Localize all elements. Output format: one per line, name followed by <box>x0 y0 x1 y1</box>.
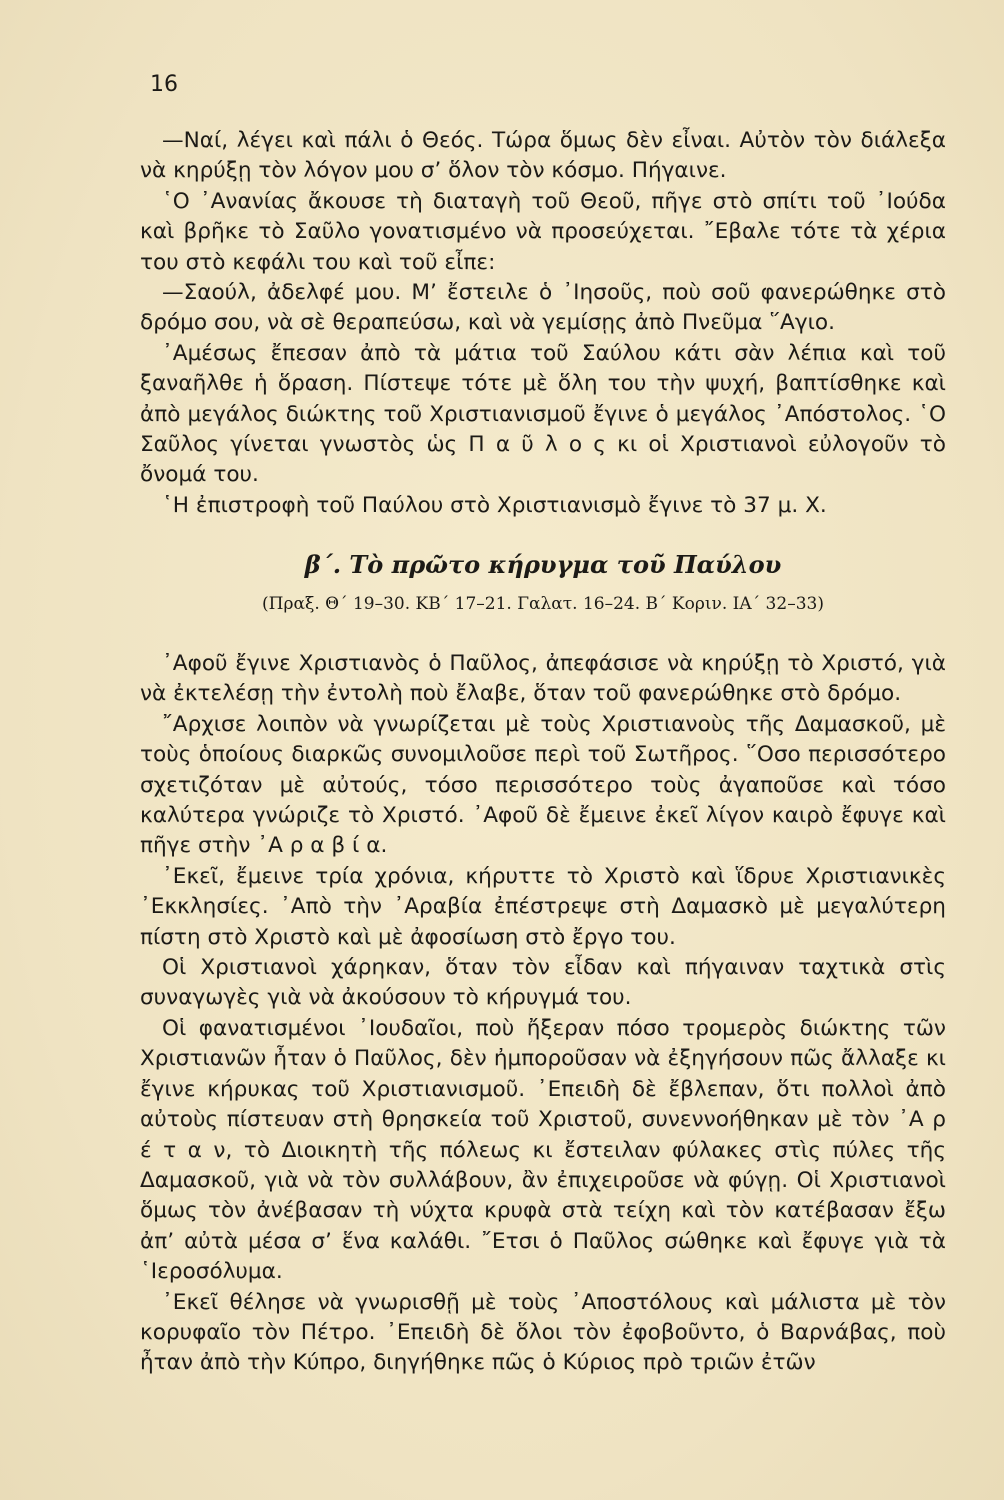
paragraph: ῾Η ἐπιστροφὴ τοῦ Παύλου στὸ Χριστιανισμὸ ἔγινε τὸ 37 μ. Χ. <box>162 492 827 518</box>
paragraph: Οἱ Χριστιανοὶ χάρηκαν, ὅταν τὸν εἶδαν καὶ πήγαιναν ταχτικὰ στὶς συναγωγὲς γιὰ νὰ ἀκούσουν τὸ κήρυγμά του. <box>140 955 946 1011</box>
section-heading: β΄. Τὸ πρῶτο κήρυγμα τοῦ Παύλου <box>304 550 782 579</box>
section-citation: (Πραξ. Θ΄ 19–30. ΚΒ΄ 17–21. Γαλατ. 16–24. Β΄ Κοριν. ΙΑ΄ 32–33) <box>262 594 824 614</box>
section-2-text <box>140 649 946 1379</box>
paragraph: —Ναί, λέγει καὶ πάλι ὁ Θεός. Τώρα ὅμως δὲν εἶναι. Αὐτὸν τὸν διάλεξα νὰ κηρύξῃ τὸν λόγον μου σ’ ὅλον τὸν κόσμο. Πήγαινε. <box>140 128 946 184</box>
paragraph: ᾿Αφοῦ ἔγινε Χριστιανὸς ὁ Παῦλος, ἀπεφάσισε νὰ κηρύξῃ τὸ Χριστό, γιὰ νὰ ἐκτελέσῃ τὴν ἐντολὴ ποὺ ἔλαβε, ὅταν τοῦ φανερώθηκε στὸ δρόμο. <box>140 651 946 707</box>
section-1-text <box>140 126 946 521</box>
paragraph: ῾Ο ᾿Ανανίας ἄκουσε τὴ διαταγὴ τοῦ Θεοῦ, πῆγε στὸ σπίτι τοῦ ᾿Ιούδα καὶ βρῆκε τὸ Σαῦλο γονατισμένο νὰ προσεύχεται. ῎Εβαλε τότε τὰ χέρια του στὸ κεφάλι του καὶ τοῦ εἶπε: <box>140 188 946 275</box>
paragraph: —Σαούλ, ἀδελφέ μου. Μ’ ἔστειλε ὁ ᾿Ιησοῦς, ποὺ σοῦ φανερώθηκε στὸ δρόμο σου, νὰ σὲ θεραπεύσω, καὶ νὰ γεμίσῃς ἀπὸ Πνεῦμα ῞Αγιο. <box>140 280 946 336</box>
paragraph: ᾿Εκεῖ θέλησε νὰ γνωρισθῇ μὲ τοὺς ᾿Αποστόλους καὶ μάλιστα μὲ τὸν κορυφαῖο τὸν Πέτρο. ᾿Επειδὴ δὲ ὅλοι τὸν ἐφοβοῦντο, ὁ Βαρνάβας, ποὺ ἦταν ἀπὸ τὴν Κύπρο, διηγήθηκε πῶς ὁ Κύριος πρὸ τριῶν ἐτῶν <box>140 1289 946 1376</box>
paragraph: ᾿Αμέσως ἔπεσαν ἀπὸ τὰ μάτια τοῦ Σαύλου κάτι σὰν λέπια καὶ τοῦ ξαναῆλθε ἡ ὅραση. Πίστεψε τότε μὲ ὅλη του τὴν ψυχή, βαπτίσθηκε καὶ ἀπὸ μεγάλος διώκτης τοῦ Χριστιανισμοῦ ἔγινε ὁ μεγάλος ᾿Απόστολος. ῾Ο Σαῦλος γίνεται γνωστὸς ὡς Π α ῦ λ ο ς κι οἱ Χριστιανοὶ εὐλογοῦν τὸ ὄνομά του. <box>140 340 946 488</box>
paragraph: ῎Αρχισε λοιπὸν νὰ γνωρίζεται μὲ τοὺς Χριστιανοὺς τῆς Δαμασκοῦ, μὲ τοὺς ὁποίους διαρκῶς συνομιλοῦσε περὶ τοῦ Σωτῆρος. ῞Οσο περισσότερο σχετιζόταν μὲ αὐτούς, τόσο περισσότερο τοὺς ἀγαποῦσε καὶ τόσο καλύτερα γνώριζε τὸ Χριστό. ᾿Αφοῦ δὲ ἔμεινε ἐκεῖ λίγον καιρὸ ἔφυγε καὶ πῆγε στὴν ᾿Α ρ α β ί α. <box>140 711 946 859</box>
paragraph: Οἱ φανατισμένοι ᾿Ιουδαῖοι, ποὺ ἤξεραν πόσο τρομερὸς διώκτης τῶν Χριστιανῶν ἦταν ὁ Παῦλος, δὲν ἠμποροῦσαν νὰ ἐξηγήσουν πῶς ἄλλαξε κι ἔγινε κήρυκας τοῦ Χριστιανισμοῦ. ᾿Επειδὴ δὲ ἔβλεπαν, ὅτι πολλοὶ ἀπὸ αὐτοὺς πίστευαν στὴ θρησκεία τοῦ Χριστοῦ, συνεννοήθηκαν μὲ τὸν ᾿Α ρ έ τ α ν, τὸ Διοικητὴ τῆς πόλεως κι ἔστειλαν φύλακες στὶς πύλες τῆς Δαμασκοῦ, γιὰ νὰ τὸν συλλάβουν, ἂν ἐπιχειροῦσε νὰ φύγῃ. Οἱ Χριστιανοὶ ὅμως τὸν ἀνέβασαν τὴ νύχτα κρυφὰ στὰ τείχη καὶ τὸν κατέβασαν ἔξω ἀπ’ αὐτὰ μέσα σ’ ἕνα καλάθι. ῎Ετσι ὁ Παῦλος σώθηκε καὶ ἔφυγε γιὰ τὰ ῾Ιεροσόλυμα. <box>140 1015 946 1285</box>
page-number: 16 <box>150 72 178 97</box>
paragraph: ᾿Εκεῖ, ἔμεινε τρία χρόνια, κήρυττε τὸ Χριστὸ καὶ ἵδρυε Χριστιανικὲς ᾿Εκκλησίες. ᾿Απὸ τὴν ᾿Αραβία ἐπέστρεψε στὴ Δαμασκὸ μὲ μεγαλύτερη πίστη στὸ Χριστὸ καὶ μὲ ἀφοσίωση στὸ ἔργο του. <box>140 863 946 950</box>
